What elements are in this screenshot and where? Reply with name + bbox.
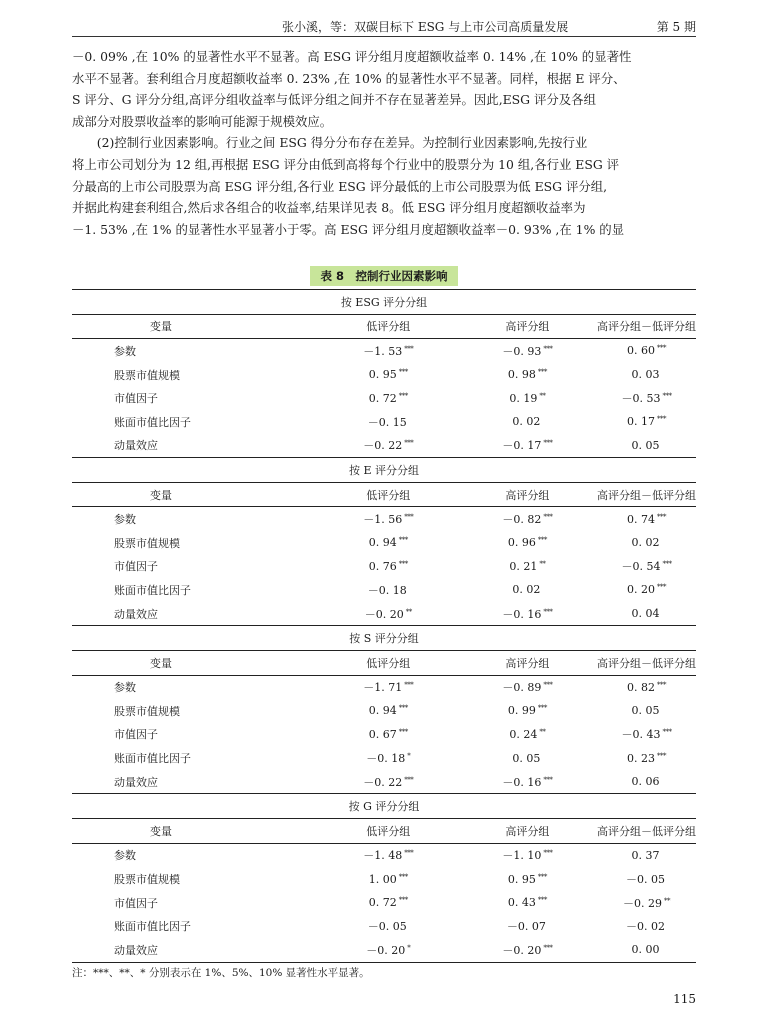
high-score-value-cell bbox=[458, 507, 597, 531]
high-score-value-cell bbox=[458, 914, 597, 938]
difference-value-cell bbox=[597, 770, 696, 794]
high-score-value-cell bbox=[458, 555, 597, 579]
high-score-value: －0. 07 bbox=[506, 920, 546, 934]
variable-name: 账面市值比因子 bbox=[114, 752, 191, 766]
difference-value-cell bbox=[597, 434, 696, 458]
variable-name: 市值因子 bbox=[114, 392, 158, 406]
low-score-value-cell bbox=[319, 363, 458, 387]
difference-value-cell bbox=[597, 555, 696, 579]
group-title: 按 E 评分分组 bbox=[72, 458, 696, 483]
results-table bbox=[72, 289, 696, 963]
low-score-value-cell bbox=[319, 434, 458, 458]
column-header-variable: 变量 bbox=[72, 819, 319, 844]
difference-value: 0. 60 bbox=[627, 344, 655, 358]
low-score-value-cell bbox=[319, 386, 458, 410]
variable-name: 参数 bbox=[114, 849, 136, 863]
low-score-value: －1. 48 bbox=[363, 849, 403, 863]
text-line: 分最高的上市公司股票为高 ESG 评分组,各行业 ESG 评分最低的上市公司股票为低 ESG 评分组, bbox=[72, 178, 608, 194]
group-title-row bbox=[72, 794, 696, 819]
significance-stars: *** bbox=[398, 368, 408, 377]
difference-value: －0. 54 bbox=[621, 560, 661, 574]
high-score-value-cell bbox=[458, 363, 597, 387]
significance-stars: *** bbox=[543, 943, 553, 952]
significance-stars: *** bbox=[543, 607, 553, 616]
difference-value-cell bbox=[597, 578, 696, 602]
significance-stars: *** bbox=[404, 775, 414, 784]
column-header-high: 高评分组 bbox=[458, 819, 597, 844]
high-score-value: 0. 19 bbox=[509, 391, 538, 405]
low-score-value: －0. 18 bbox=[366, 752, 406, 766]
issue-number: 第 5 期 bbox=[656, 20, 696, 34]
difference-value: 0. 20 bbox=[627, 583, 655, 597]
significance-stars: *** bbox=[543, 681, 553, 690]
significance-stars: *** bbox=[398, 536, 408, 545]
table-row bbox=[72, 363, 696, 387]
variable-name: 动量效应 bbox=[72, 938, 319, 962]
variable-name: 参数 bbox=[114, 344, 136, 358]
significance-stars: *** bbox=[657, 583, 666, 592]
significance-stars: *** bbox=[543, 439, 553, 448]
difference-value-cell bbox=[597, 507, 696, 531]
column-header-low: 低评分组 bbox=[319, 819, 458, 844]
high-score-value-cell bbox=[458, 434, 597, 458]
low-score-value: 0. 76 bbox=[368, 559, 397, 573]
difference-value: 0. 05 bbox=[631, 438, 660, 452]
column-header-diff: 高评分组－低评分组 bbox=[597, 819, 696, 844]
difference-value-cell bbox=[597, 531, 696, 555]
difference-value: －0. 02 bbox=[626, 920, 665, 934]
significance-stars: *** bbox=[398, 704, 408, 713]
running-header bbox=[72, 14, 696, 37]
difference-value: －0. 43 bbox=[621, 728, 661, 742]
low-score-value: 0. 72 bbox=[368, 896, 397, 910]
high-score-value: －0. 20 bbox=[502, 943, 542, 957]
low-score-value-cell bbox=[319, 867, 458, 891]
column-header-diff: 高评分组－低评分组 bbox=[597, 650, 696, 675]
column-header-variable: 变量 bbox=[72, 314, 319, 339]
difference-value: 0. 02 bbox=[631, 536, 660, 550]
low-score-value-cell bbox=[319, 507, 458, 531]
column-header-diff: 高评分组－低评分组 bbox=[597, 482, 696, 507]
low-score-value-cell bbox=[319, 891, 458, 915]
variable-name: 参数 bbox=[114, 681, 136, 695]
high-score-value: 0. 24 bbox=[509, 727, 538, 741]
high-score-value: －0. 82 bbox=[502, 513, 542, 527]
table-row bbox=[72, 386, 696, 410]
table-row bbox=[72, 723, 696, 747]
variable-name: 动量效应 bbox=[114, 607, 158, 621]
difference-value: －0. 29 bbox=[623, 896, 662, 910]
column-header-high: 高评分组 bbox=[458, 482, 597, 507]
low-score-value: －0. 05 bbox=[367, 920, 407, 934]
high-score-value: －1. 10 bbox=[502, 849, 542, 863]
difference-value-cell bbox=[597, 363, 696, 387]
low-score-value-cell bbox=[319, 555, 458, 579]
paragraph-2 bbox=[72, 132, 696, 240]
high-score-value: 0. 96 bbox=[507, 536, 536, 550]
table-row bbox=[72, 891, 696, 915]
low-score-value: －0. 20 bbox=[366, 943, 406, 957]
low-score-value: 0. 95 bbox=[368, 368, 397, 382]
group-title-row bbox=[72, 458, 696, 483]
low-score-value: －0. 22 bbox=[363, 775, 403, 789]
table-row bbox=[72, 507, 696, 531]
significance-stars: *** bbox=[537, 896, 547, 905]
high-score-value-cell bbox=[458, 675, 597, 699]
text-line: －1. 53% ,在 1% 的显著性水平显著小于零。高 ESG 评分组月度超额收益率－0. 93% ,在 1% 的显 bbox=[72, 221, 625, 237]
significance-stars: ** bbox=[405, 607, 412, 616]
text-line: S 评分、G 评分分组,高评分组收益率与低评分组之间并不存在显著差异。因此,ESG 评分及各组 bbox=[72, 92, 596, 108]
difference-value: 0. 06 bbox=[631, 775, 660, 789]
difference-value: 0. 23 bbox=[627, 751, 655, 765]
significance-stars: *** bbox=[537, 536, 547, 545]
significance-stars: *** bbox=[398, 727, 408, 736]
table-row bbox=[72, 339, 696, 363]
low-score-value: 0. 67 bbox=[368, 727, 397, 741]
variable-name: 股票市值规模 bbox=[114, 368, 180, 382]
variable-name: 市值因子 bbox=[114, 560, 158, 574]
significance-stars: *** bbox=[543, 849, 553, 858]
variable-name: 账面市值比因子 bbox=[114, 583, 191, 597]
significance-stars: ** bbox=[539, 559, 546, 568]
difference-value-cell bbox=[597, 938, 696, 962]
difference-value-cell bbox=[597, 675, 696, 699]
significance-stars: *** bbox=[543, 344, 553, 353]
significance-stars: * bbox=[407, 943, 411, 952]
low-score-value-cell bbox=[319, 699, 458, 723]
difference-value-cell bbox=[597, 723, 696, 747]
significance-stars: *** bbox=[543, 513, 553, 522]
column-header-row bbox=[72, 819, 696, 844]
high-score-value: －0. 89 bbox=[502, 681, 542, 695]
high-score-value: 0. 02 bbox=[512, 415, 541, 429]
difference-value-cell bbox=[597, 602, 696, 626]
page-number: 115 bbox=[673, 992, 696, 1006]
difference-value-cell bbox=[597, 699, 696, 723]
low-score-value: －0. 18 bbox=[367, 583, 407, 597]
significance-stars: *** bbox=[404, 849, 414, 858]
text-line: －0. 09% ,在 10% 的显著性水平不显著。高 ESG 评分组月度超额收益率 0. 14% ,在 10% 的显著性 bbox=[72, 49, 632, 64]
significance-stars: *** bbox=[537, 872, 547, 881]
difference-value-cell bbox=[597, 746, 696, 770]
significance-stars: *** bbox=[398, 872, 408, 881]
running-header-title: 张小溪，等：双碳目标下 ESG 与上市公司高质量发展 bbox=[282, 20, 569, 34]
variable-name: 股票市值规模 bbox=[114, 873, 180, 887]
text-line: 将上市公司划分为 12 组,再根据 ESG 评分由低到高将每个行业中的股票分为 10 组,各行业 ESG 评 bbox=[72, 156, 620, 172]
high-score-value-cell bbox=[458, 746, 597, 770]
text-line: 成部分对股票收益率的影响可能源于规模效应。 bbox=[72, 113, 333, 129]
paragraph-1 bbox=[72, 46, 696, 132]
low-score-value-cell bbox=[319, 746, 458, 770]
table-row bbox=[72, 938, 696, 962]
difference-value: 0. 05 bbox=[631, 704, 660, 718]
high-score-value: 0. 43 bbox=[507, 896, 536, 910]
high-score-value-cell bbox=[458, 699, 597, 723]
significance-stars: *** bbox=[404, 513, 414, 522]
high-score-value: 0. 21 bbox=[509, 559, 538, 573]
column-header-high: 高评分组 bbox=[458, 314, 597, 339]
body-text bbox=[72, 46, 696, 240]
high-score-value: －0. 93 bbox=[502, 344, 542, 358]
table-row bbox=[72, 675, 696, 699]
low-score-value-cell bbox=[319, 770, 458, 794]
column-header-diff: 高评分组－低评分组 bbox=[597, 314, 696, 339]
group-title-row bbox=[72, 290, 696, 315]
high-score-value-cell bbox=[458, 843, 597, 867]
low-score-value-cell bbox=[319, 938, 458, 962]
low-score-value-cell bbox=[319, 723, 458, 747]
text-line: 水平不显著。套利组合月度超额收益率 0. 23% ,在 10% 的显著性水平不显著。同样，根据 E 评分、 bbox=[72, 70, 626, 86]
low-score-value: －0. 22 bbox=[363, 439, 403, 453]
low-score-value-cell bbox=[319, 410, 458, 434]
high-score-value: －0. 16 bbox=[502, 775, 542, 789]
low-score-value: －1. 53 bbox=[363, 344, 403, 358]
variable-name: 动量效应 bbox=[114, 439, 158, 453]
low-score-value: 1. 00 bbox=[368, 872, 397, 886]
significance-stars: *** bbox=[404, 439, 414, 448]
high-score-value: －0. 16 bbox=[502, 607, 542, 621]
significance-stars: *** bbox=[543, 775, 553, 784]
low-score-value: 0. 94 bbox=[368, 536, 397, 550]
low-score-value-cell bbox=[319, 578, 458, 602]
group-title: 按 ESG 评分分组 bbox=[72, 290, 696, 315]
significance-stars: *** bbox=[398, 559, 408, 568]
variable-name: 账面市值比因子 bbox=[114, 920, 191, 934]
difference-value: －0. 05 bbox=[626, 873, 665, 887]
high-score-value: 0. 02 bbox=[512, 583, 541, 597]
variable-name: 股票市值规模 bbox=[114, 704, 180, 718]
low-score-value: 0. 94 bbox=[368, 704, 397, 718]
text-line: 并据此构建套利组合,然后求各组合的收益率,结果详见表 8。低 ESG 评分组月度超额收益率为 bbox=[72, 200, 586, 216]
difference-value-cell bbox=[597, 386, 696, 410]
high-score-value-cell bbox=[458, 723, 597, 747]
low-score-value-cell bbox=[319, 531, 458, 555]
significance-stars: *** bbox=[662, 560, 672, 569]
table-note: 注：***、**、* 分别表示在 1%、5%、10% 显著性水平显著。 bbox=[72, 967, 370, 979]
difference-value: 0. 74 bbox=[627, 512, 655, 526]
variable-name: 参数 bbox=[114, 513, 136, 527]
column-header-row bbox=[72, 650, 696, 675]
low-score-value: －1. 56 bbox=[363, 513, 403, 527]
variable-name: 账面市值比因子 bbox=[114, 415, 191, 429]
column-header-variable: 变量 bbox=[72, 482, 319, 507]
difference-value: 0. 17 bbox=[627, 415, 655, 429]
high-score-value-cell bbox=[458, 602, 597, 626]
high-score-value-cell bbox=[458, 938, 597, 962]
low-score-value-cell bbox=[319, 339, 458, 363]
table-row bbox=[72, 578, 696, 602]
group-title: 按 G 评分分组 bbox=[72, 794, 696, 819]
table-row bbox=[72, 770, 696, 794]
difference-value-cell bbox=[597, 891, 696, 915]
table-row bbox=[72, 555, 696, 579]
low-score-value-cell bbox=[319, 675, 458, 699]
significance-stars: *** bbox=[404, 344, 414, 353]
high-score-value-cell bbox=[458, 867, 597, 891]
variable-name: 动量效应 bbox=[114, 775, 158, 789]
variable-name: 市值因子 bbox=[114, 728, 158, 742]
significance-stars: *** bbox=[657, 680, 666, 689]
column-header-row bbox=[72, 314, 696, 339]
difference-value-cell bbox=[597, 914, 696, 938]
high-score-value-cell bbox=[458, 386, 597, 410]
table-row bbox=[72, 843, 696, 867]
significance-stars: *** bbox=[398, 896, 408, 905]
table-row bbox=[72, 602, 696, 626]
table-row bbox=[72, 410, 696, 434]
significance-stars: *** bbox=[657, 415, 666, 424]
significance-stars: *** bbox=[398, 391, 408, 400]
significance-stars: *** bbox=[662, 728, 672, 737]
table-row bbox=[72, 867, 696, 891]
table-caption: 表 8 控制行业因素影响 bbox=[310, 266, 458, 286]
high-score-value-cell bbox=[458, 578, 597, 602]
text-line: (2)控制行业因素影响。行业之间 ESG 得分分布存在差异。为控制行业因素影响,先按行业 bbox=[96, 135, 588, 151]
high-score-value-cell bbox=[458, 410, 597, 434]
high-score-value-cell bbox=[458, 531, 597, 555]
table-row bbox=[72, 914, 696, 938]
column-header-high: 高评分组 bbox=[458, 650, 597, 675]
low-score-value: －1. 71 bbox=[363, 681, 403, 695]
high-score-value: 0. 99 bbox=[507, 704, 536, 718]
difference-value: 0. 03 bbox=[631, 368, 660, 382]
significance-stars: * bbox=[407, 752, 411, 761]
significance-stars: *** bbox=[657, 512, 666, 521]
significance-stars: *** bbox=[662, 392, 672, 401]
low-score-value-cell bbox=[319, 914, 458, 938]
table-row bbox=[72, 434, 696, 458]
variable-name: 市值因子 bbox=[114, 896, 158, 910]
significance-stars: ** bbox=[539, 727, 546, 736]
column-header-low: 低评分组 bbox=[319, 650, 458, 675]
high-score-value: －0. 17 bbox=[502, 439, 542, 453]
high-score-value: 0. 95 bbox=[507, 872, 536, 886]
significance-stars: *** bbox=[537, 368, 547, 377]
difference-value-cell bbox=[597, 867, 696, 891]
low-score-value-cell bbox=[319, 843, 458, 867]
group-title-row bbox=[72, 626, 696, 651]
column-header-row bbox=[72, 482, 696, 507]
significance-stars: ** bbox=[539, 391, 546, 400]
table-row bbox=[72, 746, 696, 770]
high-score-value-cell bbox=[458, 891, 597, 915]
table-row bbox=[72, 531, 696, 555]
low-score-value: －0. 20 bbox=[364, 607, 404, 621]
significance-stars: *** bbox=[404, 681, 414, 690]
significance-stars: ** bbox=[664, 896, 670, 905]
column-header-low: 低评分组 bbox=[319, 482, 458, 507]
significance-stars: *** bbox=[657, 751, 666, 760]
significance-stars: *** bbox=[657, 344, 666, 353]
high-score-value-cell bbox=[458, 770, 597, 794]
variable-name: 股票市值规模 bbox=[114, 536, 180, 550]
group-title: 按 S 评分分组 bbox=[72, 626, 696, 651]
high-score-value: 0. 05 bbox=[512, 751, 541, 765]
column-header-low: 低评分组 bbox=[319, 314, 458, 339]
difference-value: 0. 37 bbox=[631, 848, 660, 862]
low-score-value-cell bbox=[319, 602, 458, 626]
column-header-variable: 变量 bbox=[72, 650, 319, 675]
difference-value: －0. 53 bbox=[621, 392, 661, 406]
difference-value: 0. 00 bbox=[631, 943, 660, 957]
difference-value: 0. 04 bbox=[631, 607, 660, 621]
significance-stars: *** bbox=[537, 704, 547, 713]
table-row bbox=[72, 699, 696, 723]
high-score-value-cell bbox=[458, 339, 597, 363]
difference-value-cell bbox=[597, 339, 696, 363]
difference-value-cell bbox=[597, 410, 696, 434]
low-score-value: －0. 15 bbox=[367, 415, 407, 429]
high-score-value: 0. 98 bbox=[507, 368, 536, 382]
difference-value: 0. 82 bbox=[627, 680, 655, 694]
difference-value-cell bbox=[597, 843, 696, 867]
low-score-value: 0. 72 bbox=[368, 391, 397, 405]
